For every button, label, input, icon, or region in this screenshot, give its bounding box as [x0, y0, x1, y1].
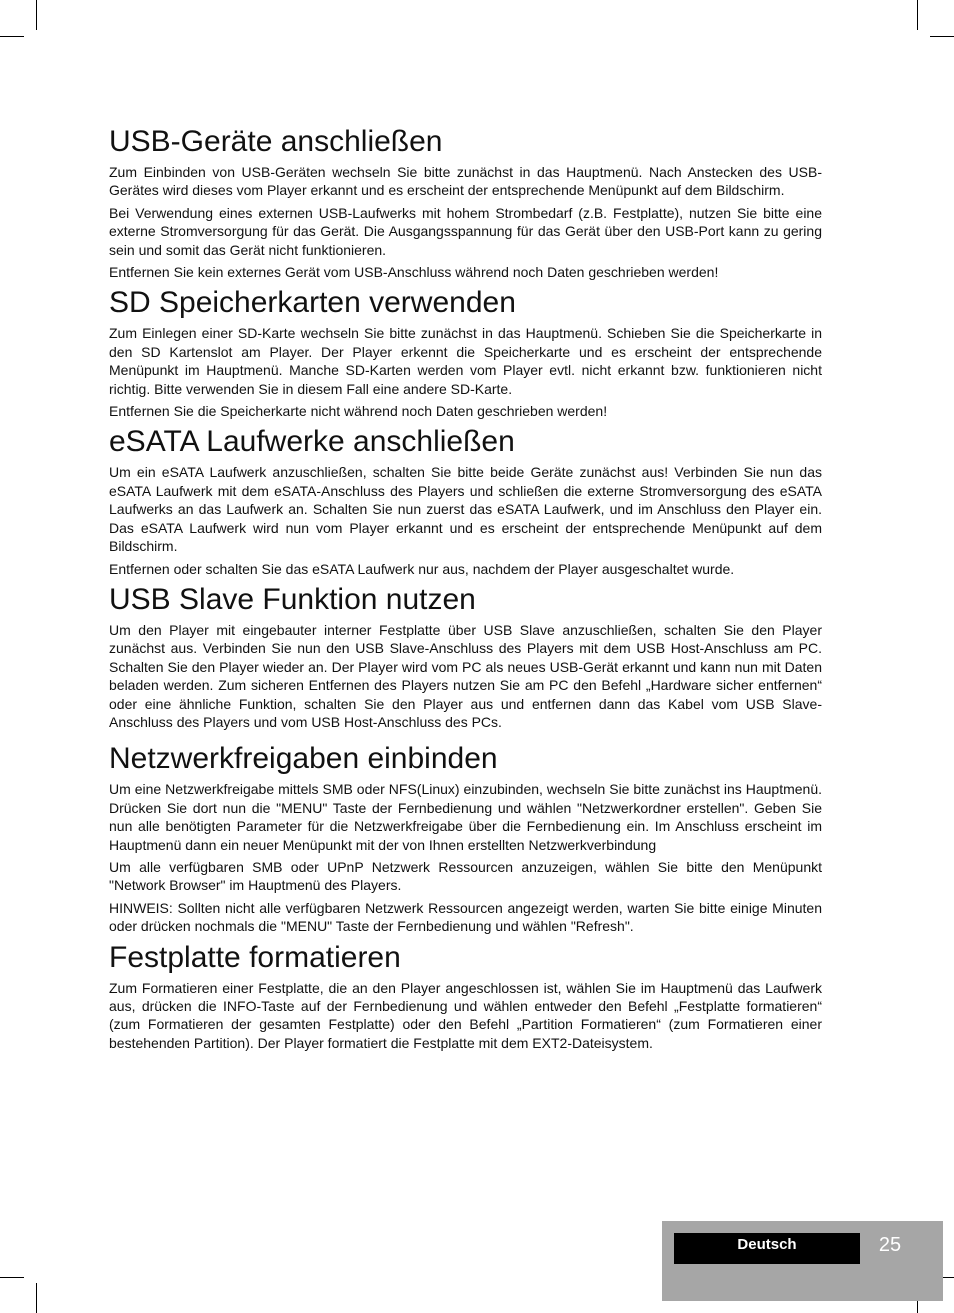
paragraph: Um alle verfügbaren SMB oder UPnP Netzwerk Ressourcen anzuzeigen, wählen Sie bitte den Menüpunkt "Network Browser" im Hauptmenü des Players. [109, 858, 822, 894]
paragraph: Entfernen oder schalten Sie das eSATA Laufwerk nur aus, nachdem der Player ausgeschaltet wurde. [109, 560, 735, 577]
page-footer [662, 1221, 943, 1301]
paragraph: Zum Formatieren einer Festplatte, die an den Player angeschlossen ist, wählen Sie im Hauptmenü das Laufwerk aus, drücken die INFO-Taste auf der Fernbedienung und wählen entweder den Befehl „Festplatte formatieren“ (zum Formatieren der gesamten Festplatte) oder den Befehl „Partition Formatieren“ (zum Formatieren einer bestehenden Partition). Der Player formatiert die Festplatte mit dem EXT2-Dateisystem. [109, 979, 822, 1051]
paragraph: Zum Einbinden von USB-Geräten wechseln Sie bitte zunächst in das Hauptmenü. Nach Anstecken des USB-Gerätes wird dieses vom Player erkannt und es erscheint der entsprechende Menüpunkt auf dem Bildschirm. [109, 164, 822, 199]
section-usb-slave [109, 582, 822, 731]
section-heading: SD Speicherkarten verwenden [109, 286, 516, 320]
paragraph: Zum Einlegen einer SD-Karte wechseln Sie bitte zunächst in das Hauptmenü. Schieben Sie die Speicherkarte in den SD Kartenslot am Player. Der Player erkennt die Speicherkarte und es erscheint der entsprechende Menüpunkt im Hauptmenü. Manche SD-Karten werden vom Player evtl. nicht erkannt bzw. funktionieren nicht richtig. Bitte verwenden Sie in diesem Fall eine andere SD-Karte. [109, 325, 822, 397]
paragraph: Um ein eSATA Laufwerk anzuschließen, schalten Sie bitte beide Geräte zunächst aus! Verbinden Sie nun das eSATA Laufwerk mit dem eSATA-Anschluss des Players und schließen die externe Stromversorgung des eSATA Laufwerks an das Laufwerk an. Schalten Sie nun zuerst das eSATA Laufwerk, und im Anschluss den Player ein. Das eSATA Laufwerk wird nun vom Player erkannt und es erscheint der entsprechende Menüpunkt auf dem Bildschirm. [109, 464, 822, 555]
crop-mark [0, 1277, 24, 1278]
paragraph: Um den Player mit eingebauter interner Festplatte über USB Slave anzuschließen, schalten Sie den Player zunächst aus. Verbinden Sie nun den USB Slave-Anschluss des Players mit dem USB Host-Anschluss am PC. Schalten Sie den Player wieder an. Der Player wird vom PC als neues USB-Gerät erkannt und kann nun mit Daten beladen werden. Zum sicheren Entfernen des Players nutzen Sie am PC den Befehl „Hardware sicher entfernen“ oder eine ähnliche Funktion, schalten Sie den Player aus und entfernen dann das Kabel vom USB Slave-Anschluss des Players und vom USB Host-Anschluss des PCs. [109, 621, 822, 730]
crop-mark [917, 0, 918, 30]
crop-mark [36, 1283, 37, 1313]
section-heading: USB-Geräte anschließen [109, 125, 443, 158]
section-sd-cards [109, 285, 822, 420]
section-network-shares [109, 741, 822, 935]
section-heading: Festplatte formatieren [109, 940, 401, 974]
section-format-disk [109, 940, 822, 1053]
paragraph: Bei Verwendung eines externen USB-Laufwerks mit hohem Strombedarf (z.B. Festplatte), nutzen Sie bitte eine externe Stromversorgung für das Gerät. Die Ausgangsspannung für das Gerät über den USB-Port kann zu gering sein und somit das Gerät nicht funktionieren. [109, 204, 822, 258]
section-esata [109, 424, 822, 577]
page-number: 25 [878, 1234, 902, 1256]
crop-mark [36, 0, 37, 30]
paragraph: Entfernen Sie die Speicherkarte nicht während noch Daten geschrieben werden! [109, 403, 608, 420]
section-heading: eSATA Laufwerke anschließen [109, 425, 515, 459]
crop-mark [0, 36, 24, 37]
section-heading: USB Slave Funktion nutzen [109, 582, 476, 616]
paragraph: HINWEIS: Sollten nicht alle verfügbaren Netzwerk Ressourcen angezeigt werden, warten Sie bitte einige Minuten oder drücken nochmals die "MENU" Taste der Fernbedienung und wählen "Refresh". [109, 899, 822, 935]
section-usb-devices [109, 124, 822, 281]
crop-mark [930, 36, 954, 37]
page-content [109, 124, 822, 1056]
section-heading: Netzwerkfreigaben einbinden [109, 742, 498, 776]
paragraph: Um eine Netzwerkfreigabe mittels SMB oder NFS(Linux) einzubinden, wechseln Sie bitte zunächst ins Hauptmenü. Drücken Sie dort nun die "MENU" Taste der Fernbedienung und wählen "Netzwerkordner erstellen". Geben Sie nun alle benötigten Parameter für die Netzwerkfreigabe über die Fernbedienung ein. Im Anschluss erscheint im Hauptmenü dann ein neuer Menüpunkt mit der von Ihnen erstellten Netzwerkverbindung [109, 781, 822, 853]
language-label: Deutsch [674, 1233, 860, 1264]
paragraph: Entfernen Sie kein externes Gerät vom USB-Anschluss während noch Daten geschrieben werden! [109, 264, 719, 281]
